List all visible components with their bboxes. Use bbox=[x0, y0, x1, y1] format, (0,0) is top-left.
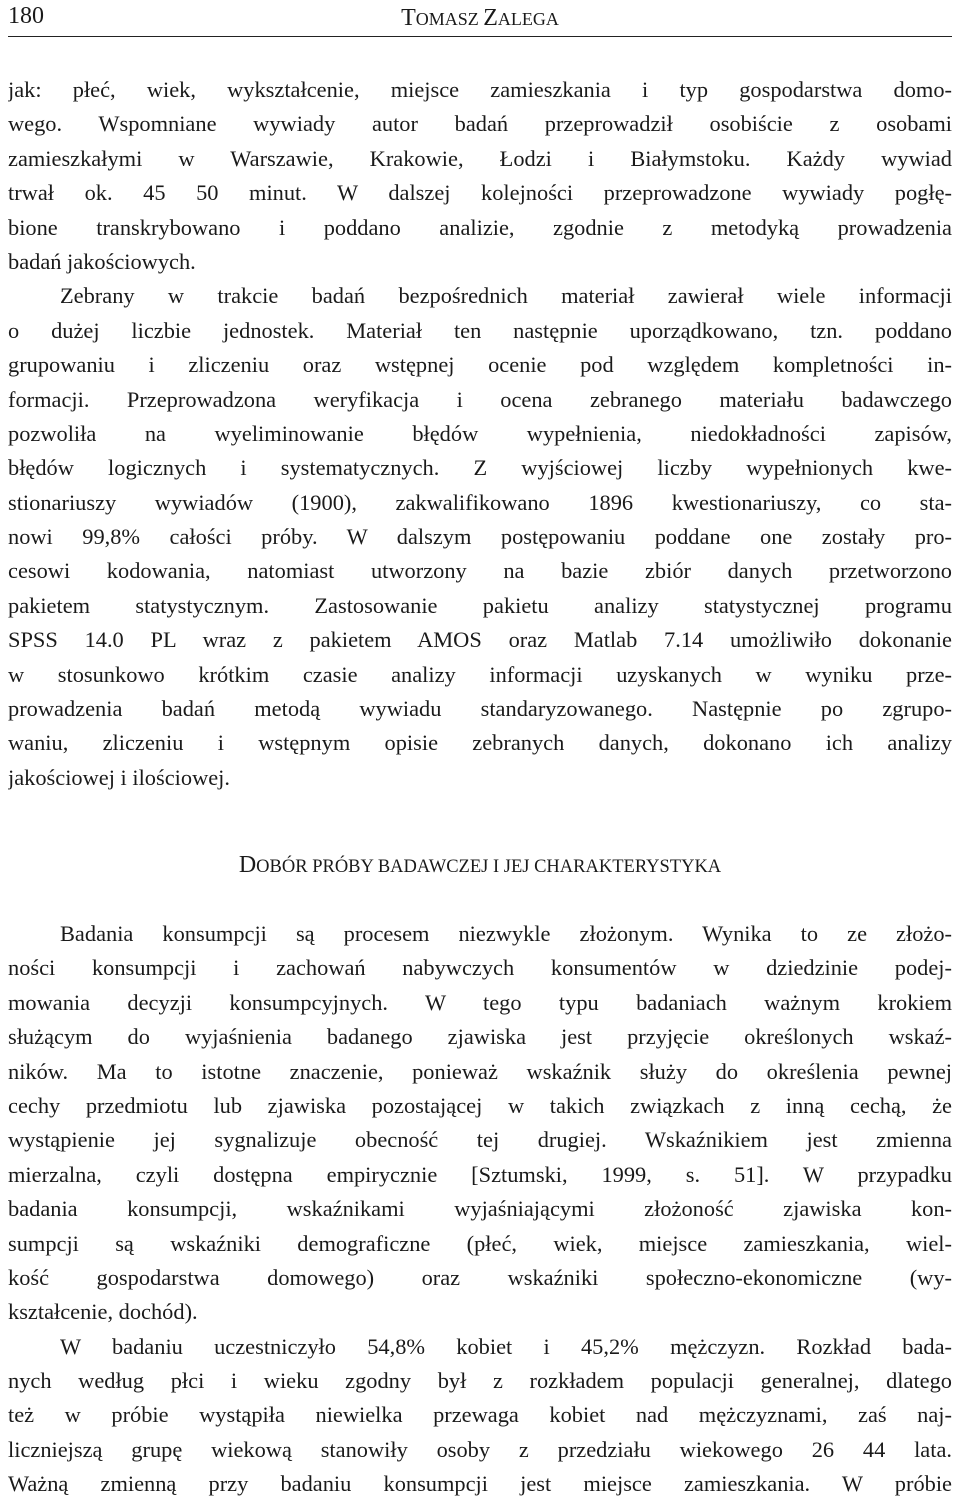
text-line: w stosunkowo krótkim czasie analizy informacji uzyskanych w wyniku prze- bbox=[8, 661, 952, 687]
running-head-author bbox=[8, 4, 952, 33]
section-heading bbox=[8, 848, 952, 884]
text-line: waniu, zliczeniu i wstępnym opisie zebranych danych, dokonano ich analizy bbox=[8, 730, 952, 756]
author-last-rest: ALEGA bbox=[497, 9, 559, 29]
text-line: wego. Wspomniane wywiady autor badań przeprowadził osobiście z osobami bbox=[8, 111, 952, 137]
text-line: badań jakościowych. bbox=[8, 248, 196, 274]
text-line: sumpcji są wskaźniki demograficzne (płeć, wiek, miejsce zamieszkania, wiel- bbox=[8, 1230, 952, 1256]
text-line: SPSS 14.0 PL wraz z pakietem AMOS oraz Matlab 7.14 umożliwiło dokonanie bbox=[8, 627, 952, 653]
text-line: zamieszkałymi w Warszawie, Krakowie, Łodzi i Białymstoku. Każdy wywiad bbox=[8, 145, 952, 171]
text-line: wystąpienie jej sygnalizuje obecność tej drugiej. Wskaźnikiem jest zmienna bbox=[8, 1127, 952, 1153]
text-line: pozwoliła na wyeliminowanie błędów wypełnienia, niedokładności zapisów, bbox=[8, 420, 952, 446]
text-line: badania konsumpcji, wskaźnikami wyjaśniającymi złożoność zjawiska kon- bbox=[8, 1196, 952, 1222]
text-line: nowi 99,8% całości próby. W dalszym postępowaniu poddane one zostały pro- bbox=[8, 524, 952, 550]
text-line: stionariuszy wywiadów (1900), zakwalifikowano 1896 kwestionariuszy, co sta- bbox=[8, 489, 952, 515]
text-line: Ważną zmienną przy badaniu konsumpcji jest miejsce zamieszkania. W próbie bbox=[8, 1471, 952, 1497]
text-line: formacji. Przeprowadzona weryfikacja i ocena zebranego materiału badawczego bbox=[8, 386, 952, 412]
text-line: grupowaniu i zliczeniu oraz wstępnej ocenie pod względem kompletności in- bbox=[8, 352, 952, 378]
text-line: jak: płeć, wiek, wykształcenie, miejsce zamieszkania i typ gospodarstwa domo- bbox=[8, 77, 952, 102]
text-line: prowadzenia badań metodą wywiadu standaryzowanego. Następnie po zgrupo- bbox=[8, 696, 952, 722]
text-line: ników. Ma to istotne znaczenie, ponieważ wskaźnik służy do określenia pewnej bbox=[8, 1058, 952, 1084]
text-line: jakościowej i ilościowej. bbox=[8, 764, 230, 790]
text-line: o dużej liczbie jednostek. Materiał ten następnie uporządkowano, tzn. poddano bbox=[8, 317, 952, 343]
heading-initial: D bbox=[238, 852, 257, 878]
text-line: mowania decyzji konsumpcyjnych. W tego typu badaniach ważnym krokiem bbox=[8, 989, 952, 1015]
text-line: Badania konsumpcji są procesem niezwykle złożonym. Wynika to ze złożo- bbox=[60, 921, 952, 946]
text-line: cesowi kodowania, natomiast utworzony na bazie zbiór danych przetworzono bbox=[8, 558, 952, 584]
text-line: ności konsumpcji i zachowań nabywczych konsumentów w dziedzinie podej- bbox=[8, 955, 952, 981]
text-line: mierzalna, czyli dostępna empirycznie [Sztumski, 1999, s. 51]. W przypadku bbox=[8, 1161, 952, 1187]
section1-text bbox=[8, 73, 952, 795]
author-initial-z: Z bbox=[483, 5, 498, 31]
text-line: cechy przedmiotu lub zjawiska pozostającej w takich związkach z inną cechą, że bbox=[8, 1092, 952, 1118]
text-line: służącym do wyjaśnienia badanego zjawiska jest przyjęcie określonych wskaź- bbox=[8, 1024, 952, 1050]
text-line: kość gospodarstwa domowego) oraz wskaźniki społeczno-ekonomiczne (wy- bbox=[8, 1264, 952, 1290]
text-line: Zebrany w trakcie badań bezpośrednich materiał zawierał wiele informacji bbox=[60, 283, 952, 309]
text-line: W badaniu uczestniczyło 54,8% kobiet i 45,2% mężczyzn. Rozkład bada- bbox=[60, 1333, 952, 1359]
text-line: błędów logicznych i systematycznych. Z wyjściowej liczby wypełnionych kwe- bbox=[8, 455, 952, 481]
page-number: 180 bbox=[8, 3, 44, 29]
text-line: pakietem statystycznym. Zastosowanie pakietu analizy statystycznej programu bbox=[8, 592, 952, 618]
author-first-rest: OMASZ bbox=[415, 9, 484, 29]
text-line: też w próbie wystąpiła niewielka przewaga kobiet nad mężczyznami, zaś naj- bbox=[8, 1402, 952, 1428]
page-header bbox=[8, 0, 952, 37]
heading-rest: OBÓR PRÓBY BADAWCZEJ I JEJ CHARAKTERYSTYKA bbox=[256, 857, 722, 877]
section2-text bbox=[8, 917, 952, 1502]
text-line: liczniejszą grupę wiekową stanowiły osoby z przedziału wiekowego 26 44 lata. bbox=[8, 1436, 952, 1462]
text-line: trwał ok. 45 50 minut. W dalszej kolejności przeprowadzone wywiady pogłę- bbox=[8, 180, 952, 206]
text-line: bione transkrybowano i poddano analizie, zgodnie z metodyką prowadzenia bbox=[8, 214, 952, 240]
author-initial-t: T bbox=[401, 5, 416, 31]
text-line: nych według płci i wieku zgodny był z rozkładem populacji generalnej, dlatego bbox=[8, 1368, 952, 1394]
text-line: kształcenie, dochód). bbox=[8, 1299, 198, 1325]
